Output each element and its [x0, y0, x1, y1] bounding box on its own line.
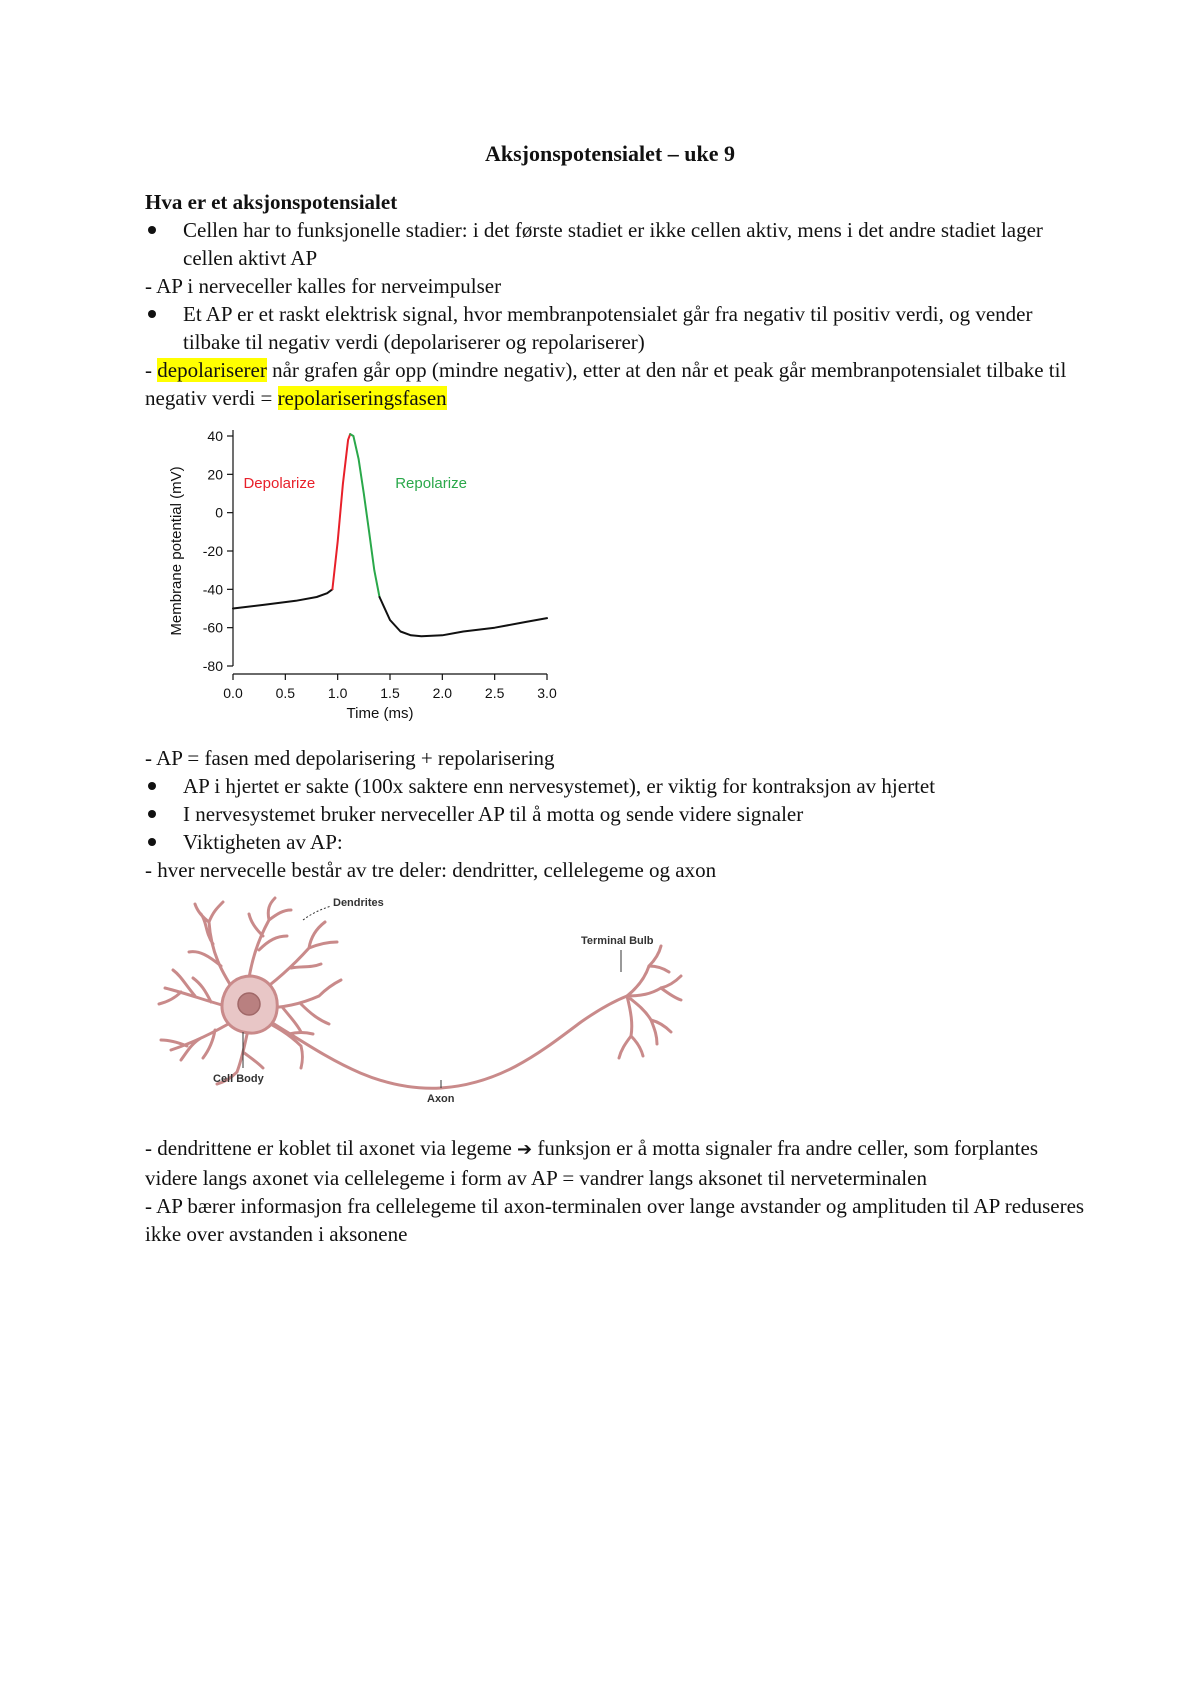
dendrites-pointer [303, 906, 331, 920]
text-line: - AP i nerveceller kalles for nerveimpulser [145, 274, 502, 298]
text-line: - AP = fasen med depolarisering + repolarisering [145, 746, 555, 770]
text-paragraph [145, 1134, 1085, 1192]
series-line-0 [233, 589, 332, 608]
nucleus [238, 993, 260, 1015]
annotation-depolarize: Depolarize [243, 474, 316, 492]
document-page [145, 140, 1085, 1248]
text-line-highlighted [145, 356, 1085, 412]
terminal-bulb-label: Terminal Bulb [581, 935, 654, 947]
axon-label: Axon [427, 1093, 455, 1105]
y-tick-label: -80 [202, 658, 223, 674]
bullet-item [145, 216, 1085, 272]
dendrites-label: Dendrites [333, 897, 384, 909]
page-title: Aksjonspotensialet – uke 9 [485, 141, 735, 166]
x-tick-label: 0.0 [223, 685, 243, 701]
highlight-repolariseringsfasen: repolariseringsfasen [277, 386, 447, 410]
series-group [233, 434, 547, 636]
text-fragment: - [145, 358, 158, 382]
neuron-svg [151, 892, 711, 1112]
highlight-depolariserer: depolariserer [157, 358, 267, 382]
series-line-3 [380, 597, 548, 636]
neuron-shape [159, 898, 681, 1088]
series-line-1 [332, 434, 350, 589]
bullet-text: AP i hjertet er sakte (100x saktere enn nervesystemet), er viktig for kontraksjon av hjertet [183, 774, 936, 798]
bullet-item [145, 772, 1085, 800]
x-axis-label: Time (ms) [346, 705, 414, 722]
y-tick-label: 20 [207, 466, 223, 483]
y-tick-label: 40 [207, 428, 223, 444]
x-ticks [223, 674, 557, 701]
arrow-icon: ➔ [517, 1139, 533, 1160]
x-tick-label: 2.0 [432, 685, 453, 701]
chart-svg [163, 420, 583, 738]
y-ticks [203, 428, 233, 674]
series-line-2 [350, 434, 379, 597]
bullet-item [145, 828, 1085, 856]
text-paragraph: - AP bærer informasjon fra cellelegeme til axon-terminalen over lange avstander og amplituden til AP reduseres ikke over avstanden i aksonene [145, 1194, 1085, 1246]
x-tick-label: 2.5 [484, 685, 505, 701]
annotation-repolarize: Repolarize [395, 474, 467, 492]
y-tick-label: -20 [202, 543, 223, 559]
y-tick-label: -40 [202, 581, 223, 598]
action-potential-chart [163, 420, 583, 738]
y-axis-label: Membrane potential (mV) [168, 466, 185, 636]
text-fragment: når grafen går opp (mindre negativ), etter at den når et peak går membranpotensialet tilbake til negativ verdi = [145, 358, 1067, 410]
text-line: - hver nervecelle består av tre deler: dendritter, cellelegeme og axon [145, 858, 717, 882]
bullet-text: I nervesystemet bruker nerveceller AP til å motta og sende videre signaler [183, 802, 804, 826]
y-tick-label: -60 [202, 619, 223, 636]
x-tick-label: 1.0 [327, 685, 348, 701]
cell-body-label: Cell Body [213, 1073, 264, 1085]
bullet-text: Cellen har to funksjonelle stadier: i det første stadiet er ikke cellen aktiv, mens i det andre stadiet lager cellen aktivt AP [183, 218, 1043, 270]
x-tick-label: 3.0 [537, 685, 557, 701]
bullet-text: Viktigheten av AP: [183, 830, 343, 854]
bullet-item [145, 800, 1085, 828]
neuron-diagram [151, 892, 711, 1112]
bullet-text: Et AP er et raskt elektrisk signal, hvor membranpotensialet går fra negativ til positiv verdi, og vender tilbake til negativ verdi (depolariserer og repolariserer) [183, 302, 1033, 354]
x-tick-label: 1.5 [380, 685, 400, 701]
bullet-item [145, 300, 1085, 356]
section-heading: Hva er et aksjonspotensialet [145, 190, 398, 214]
x-tick-label: 0.5 [275, 685, 296, 701]
text-fragment: funksjon er å motta signaler fra andre celler, som forplantes videre langs axonet via cellelegeme i form av AP = vandrer langs aksonet til nerveterminalen [145, 1136, 1039, 1190]
y-tick-label: 0 [215, 504, 223, 521]
text-fragment: - dendrittene er koblet til axonet via legeme [145, 1136, 518, 1160]
